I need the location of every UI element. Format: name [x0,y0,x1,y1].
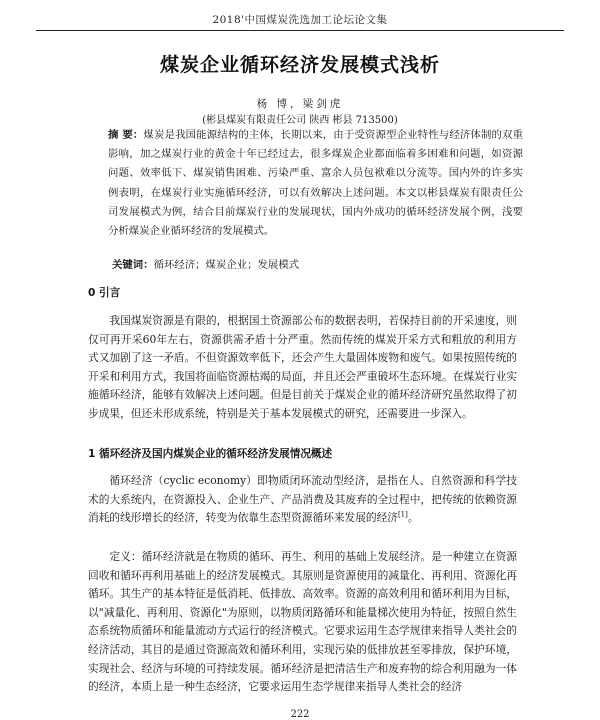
introduction-paragraph: 我国煤炭资源是有限的，根据国土资源部公布的数据表明，若保持目前的开采速度，则仅可再开采60年左右，资源供需矛盾十分严重。然而传统的煤炭开采方式和粗放的利用方式又加剧了这一矛盾。不但资源效率低下，还会产生大量固体废物和废气。如果按照传统的开采和利用方式，我国将面临资源枯竭的局面，并且还会严重破坏生态环境。在煤炭行业实施循环经济，能够有效解决上述问题。但是目前关于煤炭企业的循环经济研究虽然取得了初步成果，但还未形成系统，特别是关于基本发展模式的研究，还需要进一步深入。 [88,314,517,420]
keywords [112,256,522,274]
paper-title: 煤炭企业循环经济发展模式浅析 [159,54,440,76]
citation-suffix: 。 [407,511,419,525]
circular-economy-paragraph-text: 循环经济（cyclic economy）即物质闭环流动型经济，是指在人、自然资源和科学技术的大系统内，在资源投入、企业生产、产品消费及其废弃的全过程中，把传统的依赖资源消耗的线形增长的经济，转变为依靠生态型资源循环来发展的经济 [88,474,517,525]
keywords-text: 循环经济；煤炭企业；发展模式 [153,259,300,271]
authors: 杨 博, 梁剑虎 [256,98,344,110]
page-number: 222 [290,709,310,720]
definition-paragraph: 定义：循环经济就是在物质的循环、再生、利用的基础上发展经济。是一种建立在资源回收和循环再利用基础上的经济发展模式。其原则是资源使用的减量化、再利用、资源化再循环。其生产的基本特征是低消耗、低排放、高效率。资源的高效利用和循环利用为目标，以"减量化、再利用、资源化"为原则，以物质闭路循环和能量梯次使用为特征，按照自然生态系统物质循环和能量流动方式运行的经济模式。它要求运用生态学规律来指导人类社会的经济活动，其目的是通过资源高效和循环利用，实现污染的低排放甚至零排放，保护环境，实现社会、经济与环境的可持续发展。循环经济是把清洁生产和废弃物的综合利用融为一体的经济，本质上是一种生态经济，它要求运用生态学规律来指导人类社会的经济 [88,550,517,694]
keywords-label: 关键词： [112,259,154,271]
abstract-label: 摘 要： [108,129,144,141]
circular-economy-paragraph [88,472,517,528]
running-header: 2018'中国煤炭洗选加工论坛论文集 [212,14,388,26]
abstract-text: 煤炭是我国能源结构的主体，长期以来，由于受资源型企业特性与经济体制的双重影响，加之煤炭行业的黄金十年已经过去，很多煤炭企业都面临着多困难和问题，如资源问题、效率低下、煤炭销售困难、污染严重、富余人员包袱难以分流等。国内外的许多实例表明，在煤炭行业实施循环经济，可以有效解决上述问题。本文以彬县煤炭有限责任公司发展模式为例，结合目前煤炭行业的发展现状，国内外成功的循环经济发展个例，浅要分析煤炭企业循环经济的发展模式。 [108,129,523,238]
citation-reference[interactable]: [1] [397,510,408,519]
section-heading-introduction: 0 引言 [88,287,121,299]
affiliation: (彬县煤炭有限责任公司 陕西 彬县 713500) [202,115,398,126]
header-rule [36,30,564,31]
section-heading-circular-economy: 1 循环经济及国内煤炭企业的循环经济发展情况概述 [88,448,333,460]
abstract [108,126,523,241]
